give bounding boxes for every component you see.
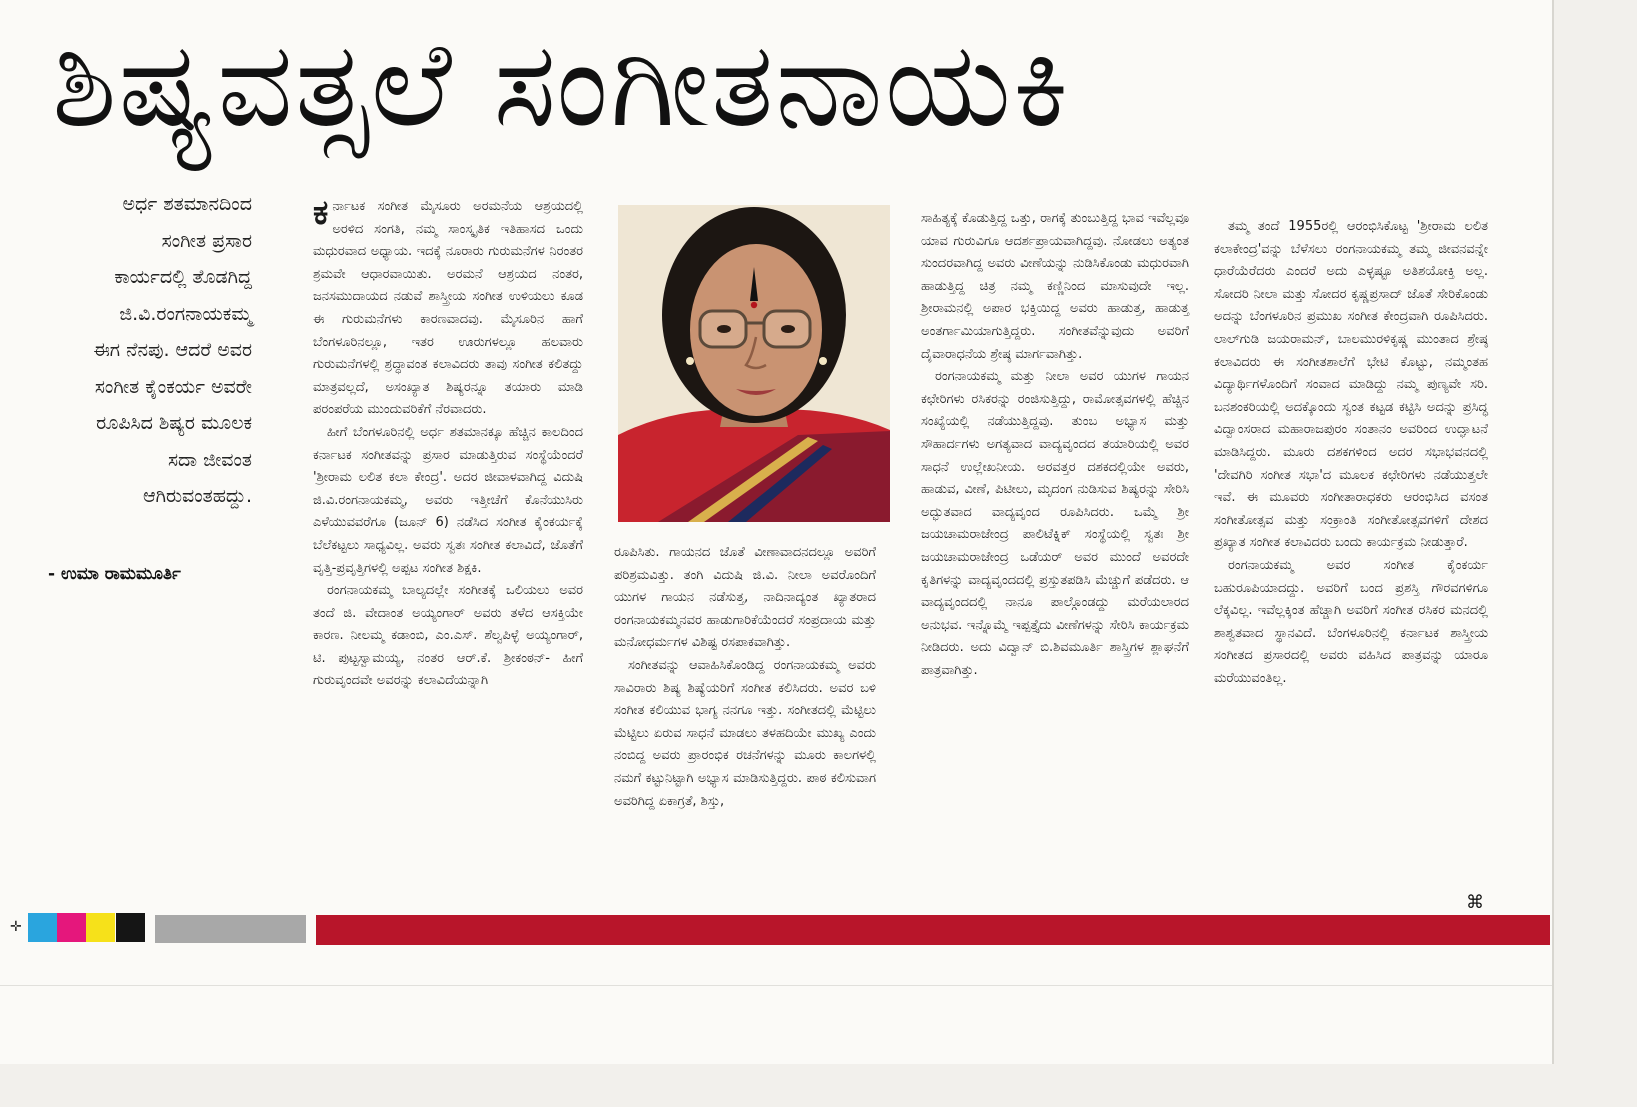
paragraph: ಸಂಗೀತವನ್ನು ಆವಾಹಿಸಿಕೊಂಡಿದ್ದ ರಂಗನಾಯಕಮ್ಮ ಅವರು ಸಾವಿರಾರು ಶಿಷ್ಯ ಶಿಷ್ಯೆಯರಿಗೆ ಸಂಗೀತ ಕಲಿಸಿದರು. ಅವರ ಬಳಿ ಸಂಗೀತ ಕಲಿಯುವ ಭಾಗ್ಯ ನನಗೂ ಇತ್ತು. ಸಂಗೀತದಲ್ಲಿ ಮೆಟ್ಟಿಲು ಮೆಟ್ಟಿಲು ಏರುವ ಸಾಧನೆ ಮಾಡಲು ತಳಹದಿಯೇ ಮುಖ್ಯ ಎಂದು ನಂಬಿದ್ದ ಅವರು ಪ್ರಾರಂಭಿಕ ರಚನೆಗಳನ್ನು ಮೂರು ಕಾಲಗಳಲ್ಲಿ ನಮಗೆ ಕಟ್ಟುನಿಟ್ಟಾಗಿ ಅಭ್ಯಾಸ ಮಾಡಿಸುತ್ತಿದ್ದರು. ಪಾಠ ಕಲಿಸುವಾಗ ಅವರಿಗಿದ್ದ ಏಕಾಗ್ರತೆ, ಶಿಸ್ತು,	[614, 657, 876, 809]
portrait-illustration	[618, 205, 890, 522]
end-of-article-icon: ⌘	[1466, 892, 1484, 913]
portrait-photo	[618, 205, 890, 522]
standfirst-line: ಸದಾ ಜೀವಂತ	[167, 448, 252, 471]
article-column-2	[614, 542, 876, 897]
standfirst-line: ಜಿ.ವಿ.ರಂಗನಾಯಕಮ್ಮ	[119, 302, 252, 325]
article-column-1	[313, 193, 583, 896]
standfirst-line: ಆಗಿರುವಂತಹದ್ದು.	[143, 485, 252, 507]
standfirst	[40, 186, 252, 515]
standfirst-line: ಕಾರ್ಯದಲ್ಲಿ ತೊಡಗಿದ್ದ	[114, 266, 252, 288]
red-band	[316, 915, 1550, 945]
paragraph: ಹೀಗೆ ಬೆಂಗಳೂರಿನಲ್ಲಿ ಅರ್ಧ ಶತಮಾನಕ್ಕೂ ಹೆಚ್ಚಿನ ಕಾಲದಿಂದ ಕರ್ನಾಟಕ ಸಂಗೀತವನ್ನು ಪ್ರಸಾರ ಮಾಡುತ್ತಿರುವ ಸಂಸ್ಥೆಯೆಂದರೆ 'ಶ್ರೀರಾಮ ಲಲಿತ ಕಲಾ ಕೇಂದ್ರ'. ಅದರ ಜೀವಾಳವಾಗಿದ್ದ ವಿದುಷಿ ಜಿ.ವಿ.ರಂಗನಾಯಕಮ್ಮ, ಅವರು ಇತ್ತೀಚೆಗೆ ಕೊನೆಯುಸಿರು ಎಳೆಯುವವರೆಗೂ (ಜೂನ್ 6) ನಡೆಸಿದ ಸಂಗೀತ ಕೈಂಕರ್ಯಕ್ಕೆ ಬೆಲೆಕಟ್ಟಲು ಸಾಧ್ಯವಿಲ್ಲ. ಅವರು ಸ್ವತಃ ಸಂಗೀತ ಕಲಾವಿದೆ, ಜೊತೆಗೆ ವೃತ್ತಿ-ಪ್ರವೃತ್ತಿಗಳಲ್ಲಿ ಅಪ್ಪಟ ಸಂಗೀತ ಶಿಕ್ಷಕಿ.	[313, 424, 583, 576]
grey-band	[155, 915, 306, 943]
magenta-swatch	[57, 913, 86, 942]
standfirst-line: ಸಂಗೀತ ಕೈಂಕರ್ಯ ಅವರೇ	[94, 375, 252, 398]
paragraph: ರಂಗನಾಯಕಮ್ಮ ಮತ್ತು ನೀಲಾ ಅವರ ಯುಗಳ ಗಾಯನ ಕಛೇರಿಗಳು ರಸಿಕರನ್ನು ರಂಜಿಸುತ್ತಿದ್ದು, ರಾಮೋತ್ಸವಗಳಲ್ಲಿ ಹೆಚ್ಚಿನ ಸಂಖ್ಯೆಯಲ್ಲಿ ನಡೆಯುತ್ತಿದ್ದವು. ತುಂಬ ಅಭ್ಯಾಸ ಮತ್ತು ಸೌಹಾರ್ದಗಳು ಅಗತ್ಯವಾದ ವಾದ್ಯವೃಂದದ ತಯಾರಿಯಲ್ಲಿ ಅವರ ಸಾಧನೆ ಉಲ್ಲೇಖನೀಯ. ಅರವತ್ತರ ದಶಕದಲ್ಲಿಯೇ ಅವರು, ಹಾಡುವ, ವೀಣೆ, ಪಿಟೀಲು, ಮೃದಂಗ ನುಡಿಸುವ ಶಿಷ್ಯರನ್ನು ಸೇರಿಸಿ ಅದ್ಭುತವಾದ ವಾದ್ಯವೃಂದ ರೂಪಿಸಿದರು. ಒಮ್ಮೆ ಶ್ರೀ ಜಯಚಾಮರಾಜೇಂದ್ರ ಪಾಲಿಟೆಕ್ನಿಕ್ ಸಂಸ್ಥೆಯಲ್ಲಿ ಸ್ವತಃ ಶ್ರೀ ಜಯಚಾಮರಾಜೇಂದ್ರ ಒಡೆಯರ್ ಅವರ ಮುಂದೆ ಅವರದೇ ಕೃತಿಗಳನ್ನು ವಾದ್ಯವೃಂದದಲ್ಲಿ ಪ್ರಸ್ತುತಪಡಿಸಿ ಮೆಚ್ಚುಗೆ ಪಡೆದರು. ಆ ವಾದ್ಯವೃಂದದಲ್ಲಿ ನಾನೂ ಪಾಲ್ಗೊಂಡದ್ದು ಮರೆಯಲಾರದ ಅನುಭವ. ಇನ್ನೊಮ್ಮೆ ಇಪ್ಪತ್ತೈದು ವೀಣೆಗಳನ್ನು ಸೇರಿಸಿ ಕಾರ್ಯಕ್ರಮ ನೀಡಿದರು. ಅದು ವಿದ್ವಾನ್ ಬಿ.ಶಿವಮೂರ್ತಿ ಶಾಸ್ತ್ರಿಗಳ ಶ್ಲಾಘನೆಗೆ ಪಾತ್ರವಾಗಿತ್ತು.	[921, 369, 1189, 678]
page-fold-line	[0, 985, 1552, 986]
standfirst-line: ಸಂಗೀತ ಪ್ರಸಾರ	[161, 229, 252, 252]
headline: ಶಿಷ್ಯವತ್ಸಲೆ ಸಂಗೀತನಾಯಕಿ	[52, 15, 1071, 153]
paragraph: ತಮ್ಮ ತಂದೆ 1955ರಲ್ಲಿ ಆರಂಭಿಸಿಕೊಟ್ಟ 'ಶ್ರೀರಾಮ ಲಲಿತ ಕಲಾಕೇಂದ್ರ'ವನ್ನು ಬೆಳೆಸಲು ರಂಗನಾಯಕಮ್ಮ ತಮ್ಮ ಜೀವನವನ್ನೇ ಧಾರೆಯೆರೆದರು ಎಂದರೆ ಅದು ಎಳ್ಳಷ್ಟೂ ಅತಿಶಯೋಕ್ತಿ ಅಲ್ಲ. ಸೋದರಿ ನೀಲಾ ಮತ್ತು ಸೋದರ ಕೃಷ್ಣಪ್ರಸಾದ್ ಜೊತೆ ಸೇರಿಕೊಂಡು ಅದನ್ನು ಬೆಂಗಳೂರಿನ ಪ್ರಮುಖ ಸಂಗೀತ ಕೇಂದ್ರವಾಗಿ ರೂಪಿಸಿದರು. ಲಾಲ್‌ಗುಡಿ ಜಯರಾಮನ್, ಬಾಲಮುರಳಿಕೃಷ್ಣ ಮುಂತಾದ ಶ್ರೇಷ್ಠ ಕಲಾವಿದರು ಈ ಸಂಗೀತಶಾಲೆಗೆ ಭೇಟಿ ಕೊಟ್ಟು, ನಮ್ಮಂತಹ ವಿದ್ಯಾರ್ಥಿಗಳೊಂದಿಗೆ ಸಂವಾದ ಮಾಡಿದ್ದು ನಮ್ಮ ಪುಣ್ಯವೇ ಸರಿ. ಬನಶಂಕರಿಯಲ್ಲಿ ಅದಕ್ಕೊಂದು ಸ್ವಂತ ಕಟ್ಟಡ ಕಟ್ಟಿಸಿ ಅದನ್ನು ಪ್ರಸಿದ್ಧ ವಿದ್ವಾಂಸರಾದ ಮಹಾರಾಜಪುರಂ ಸಂತಾನಂ ಅವರಿಂದ ಉದ್ಘಾಟನೆ ಮಾಡಿಸಿದ್ದರು. ಮೂರು ದಶಕಗಳಿಂದ ಅದರ ಸಭಾಭವನದಲ್ಲಿ 'ದೇವಗಿರಿ ಸಂಗೀತ ಸಭಾ'ದ ಮೂಲಕ ಕಛೇರಿಗಳು ನಡೆಯುತ್ತಲೇ ಇವೆ. ಈ ಮೂವರು ಸಂಗೀತಾರಾಧಕರು ಆರಂಭಿಸಿದ ವಸಂತ ಸಂಗೀತೋತ್ಸವ ಮತ್ತು ಸಂಕ್ರಾಂತಿ ಸಂಗೀತೋತ್ಸವಗಳಿಗೆ ದೇಶದ ಪ್ರಖ್ಯಾತ ಸಂಗೀತ ಕಲಾವಿದರು ಬಂದು ಕಾರ್ಯಕ್ರಮ ನೀಡುತ್ತಾರೆ.	[1214, 219, 1488, 551]
standfirst-line: ರೂಪಿಸಿದ ಶಿಷ್ಯರ ಮೂಲಕ	[96, 412, 252, 434]
paragraph	[313, 193, 583, 422]
paragraph-text: ರ್ನಾಟಕ ಸಂಗೀತ ಮೈಸೂರು ಅರಮನೆಯ ಆಶ್ರಯದಲ್ಲಿ ಅರಳಿದ ಸಂಗತಿ, ನಮ್ಮ ಸಾಂಸ್ಕೃತಿಕ ಇತಿಹಾಸದ ಒಂದು ಮಧುರವಾದ ಅಧ್ಯಾಯ. ಇದಕ್ಕೆ ನೂರಾರು ಗುರುಮನೆಗಳ ನಿರಂತರ ಶ್ರಮವೇ ಆಧಾರವಾಯಿತು. ಅರಮನೆ ಆಶ್ರಯದ ನಂತರ, ಜನಸಮುದಾಯದ ನಡುವೆ ಶಾಸ್ತ್ರೀಯ ಸಂಗೀತ ಉಳಿಯಲು ಕೂಡ ಈ ಗುರುಮನೆಗಳು ಕಾರಣವಾದವು. ಮೈಸೂರಿನ ಹಾಗೆ ಬೆಂಗಳೂರಿನಲ್ಲೂ, ಇತರ ಊರುಗಳಲ್ಲೂ ಹಲವಾರು ಗುರುಮನೆಗಳಲ್ಲಿ ಶ್ರದ್ಧಾವಂತ ಕಲಾವಿದರು ತಾವು ಸಂಗೀತ ಕಲಿತದ್ದು ಮಾತ್ರವಲ್ಲದೆ, ಅಸಂಖ್ಯಾತ ಶಿಷ್ಯರನ್ನೂ ತಯಾರು ಮಾಡಿ ಪರಂಪರೆಯ ಮುಂದುವರಿಕೆಗೆ ನೆರವಾದರು.	[313, 199, 583, 418]
article-column-3	[921, 208, 1189, 896]
print-colour-bar	[10, 905, 1550, 945]
paragraph: ರೂಪಿಸಿತು. ಗಾಯನದ ಜೊತೆ ವೀಣಾವಾದನದಲ್ಲೂ ಅವರಿಗೆ ಪರಿಶ್ರಮವಿತ್ತು. ತಂಗಿ ವಿದುಷಿ ಜಿ.ವಿ. ನೀಲಾ ಅವರೊಂದಿಗೆ ಯುಗಳ ಗಾಯನ ನಡೆಸುತ್ತ, ನಾದಿನಾದ್ಯಂತ ಖ್ಯಾತರಾದ ರಂಗನಾಯಕಮ್ಮನವರ ಹಾಡುಗಾರಿಕೆಯೆಂದರೆ ಸಂಪ್ರದಾಯ ಮತ್ತು ಮನೋಧರ್ಮಗಳ ವಿಶಿಷ್ಟ ರಸಪಾಕವಾಗಿತ್ತು.	[614, 545, 876, 651]
drop-cap: ಕ	[313, 193, 329, 233]
paragraph: ರಂಗನಾಯಕಮ್ಮ ಬಾಲ್ಯದಲ್ಲೇ ಸಂಗೀತಕ್ಕೆ ಒಲಿಯಲು ಅವರ ತಂದೆ ಜಿ. ವೇದಾಂತ ಅಯ್ಯಂಗಾರ್ ಅವರು ತಳೆದ ಆಸಕ್ತಿಯೇ ಕಾರಣ. ನೀಲಮ್ಮ ಕಡಾಂಬಿ, ಎಂ.ಎಸ್. ಶೆಲ್ವಪಿಳ್ಳೆ ಅಯ್ಯಂಗಾರ್, ಟಿ. ಪುಟ್ಟಸ್ವಾಮಯ್ಯ, ನಂತರ ಆರ್.ಕೆ. ಶ್ರೀಕಂಠನ್- ಹೀಗೆ ಗುರುವೃಂದವೇ ಅವರನ್ನು ಕಲಾವಿದೆಯನ್ನಾಗಿ	[313, 583, 583, 689]
byline: - ಉಮಾ ರಾಮಮೂರ್ತಿ	[48, 564, 181, 584]
registration-mark-icon: ✛	[10, 919, 22, 935]
cyan-swatch	[28, 913, 57, 942]
article-column-4	[1214, 216, 1488, 896]
paragraph: ರಂಗನಾಯಕಮ್ಮ ಅವರ ಸಂಗೀತ ಕೈಂಕರ್ಯ ಬಹುರೂಪಿಯಾದದ್ದು. ಅವರಿಗೆ ಬಂದ ಪ್ರಶಸ್ತಿ ಗೌರವಗಳಿಗೂ ಲೆಕ್ಕವಿಲ್ಲ. ಇವೆಲ್ಲಕ್ಕಿಂತ ಹೆಚ್ಚಾಗಿ ಅವರಿಗೆ ಸಂಗೀತ ರಸಿಕರ ಮನದಲ್ಲಿ ಶಾಶ್ವತವಾದ ಸ್ಥಾನವಿದೆ. ಬೆಂಗಳೂರಿನಲ್ಲಿ ಕರ್ನಾಟಕ ಶಾಸ್ತ್ರೀಯ ಸಂಗೀತದ ಪ್ರಸಾರದಲ್ಲಿ ಅವರು ವಹಿಸಿದ ಪಾತ್ರವನ್ನು ಯಾರೂ ಮರೆಯುವಂತಿಲ್ಲ.	[1214, 557, 1488, 686]
black-swatch	[116, 913, 145, 942]
yellow-swatch	[86, 913, 115, 942]
paragraph: ಸಾಹಿತ್ಯಕ್ಕೆ ಕೊಡುತ್ತಿದ್ದ ಒತ್ತು, ರಾಗಕ್ಕೆ ತುಂಬುತ್ತಿದ್ದ ಭಾವ ಇವೆಲ್ಲವೂ ಯಾವ ಗುರುವಿಗೂ ಆದರ್ಶಪ್ರಾಯವಾಗಿದ್ದವು. ನೋಡಲು ಅತ್ಯಂತ ಸುಂದರವಾಗಿದ್ದ ಅವರು ವೀಣೆಯನ್ನು ನುಡಿಸಿಕೊಂಡು ಮಧುರವಾಗಿ ಹಾಡುತ್ತಿದ್ದ ಚಿತ್ರ ನಮ್ಮ ಕಣ್ಣಿನಿಂದ ಮಾಸುವುದೇ ಇಲ್ಲ. ಶ್ರೀರಾಮನಲ್ಲಿ ಅಪಾರ ಭಕ್ತಿಯಿದ್ದ ಅವರು ಹಾಡುತ್ತ, ಹಾಡುತ್ತ ಅಂತರ್ಗಾಮಿಯಾಗುತ್ತಿದ್ದರು. ಸಂಗೀತವೆನ್ನುವುದು ಅವರಿಗೆ ದೈವಾರಾಧನೆಯ ಶ್ರೇಷ್ಠ ಮಾರ್ಗವಾಗಿತ್ತು.	[921, 211, 1189, 362]
standfirst-line: ಅರ್ಧ ಶತಮಾನದಿಂದ	[122, 193, 252, 215]
standfirst-line: ಈಗ ನೆನಪು. ಆದರೆ ಅವರ	[93, 339, 252, 361]
